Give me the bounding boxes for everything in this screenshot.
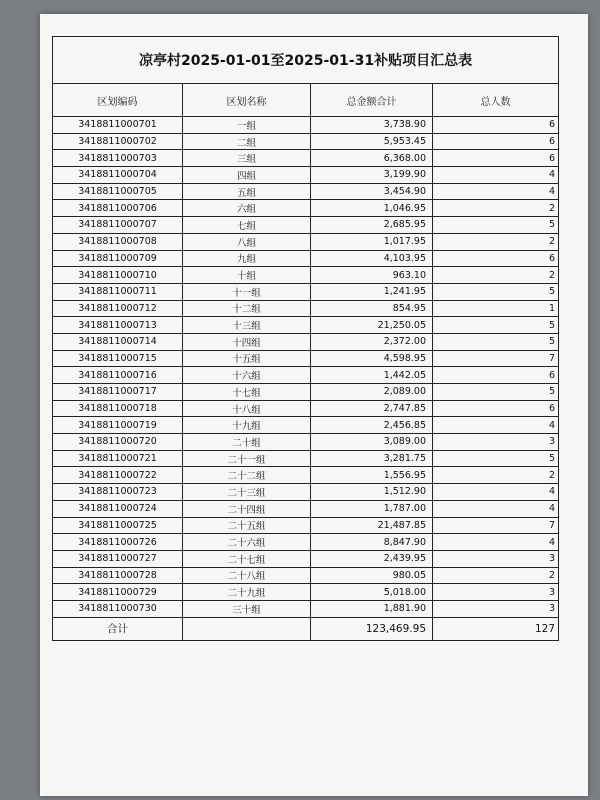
cell-region-code: 3418811000719 <box>53 417 183 434</box>
cell-total-amount: 3,281.75 <box>311 450 433 467</box>
cell-total-people: 4 <box>433 417 559 434</box>
cell-region-name: 十二组 <box>183 300 311 317</box>
cell-region-name: 二十三组 <box>183 484 311 501</box>
table-row <box>53 500 559 517</box>
cell-region-code: 3418811000705 <box>53 183 183 200</box>
table-body <box>53 117 559 618</box>
cell-total-people: 4 <box>433 500 559 517</box>
total-row <box>53 617 559 640</box>
cell-total-amount: 8,847.90 <box>311 534 433 551</box>
cell-region-code: 3418811000717 <box>53 384 183 401</box>
cell-total-amount: 21,487.85 <box>311 517 433 534</box>
cell-total-amount: 6,368.00 <box>311 150 433 167</box>
cell-total-people: 7 <box>433 350 559 367</box>
table-row <box>53 484 559 501</box>
cell-region-code: 3418811000720 <box>53 434 183 451</box>
cell-region-name: 九组 <box>183 250 311 267</box>
cell-total-amount: 1,046.95 <box>311 200 433 217</box>
cell-region-name: 十六组 <box>183 367 311 384</box>
cell-total-amount: 4,103.95 <box>311 250 433 267</box>
cell-region-code: 3418811000704 <box>53 167 183 184</box>
cell-total-amount: 3,454.90 <box>311 183 433 200</box>
cell-total-people: 4 <box>433 183 559 200</box>
cell-region-code: 3418811000727 <box>53 550 183 567</box>
table-row <box>53 333 559 350</box>
cell-total-people: 6 <box>433 133 559 150</box>
cell-total-amount: 2,372.00 <box>311 333 433 350</box>
cell-region-code: 3418811000703 <box>53 150 183 167</box>
table-row <box>53 133 559 150</box>
cell-region-name: 八组 <box>183 233 311 250</box>
cell-region-code: 3418811000713 <box>53 317 183 334</box>
cell-total-amount: 5,018.00 <box>311 584 433 601</box>
cell-region-name: 三十组 <box>183 600 311 617</box>
header-region-name: 区划名称 <box>183 84 311 117</box>
cell-total-amount: 21,250.05 <box>311 317 433 334</box>
cell-total-people: 6 <box>433 117 559 134</box>
total-label: 合计 <box>53 617 183 640</box>
cell-region-name: 二十八组 <box>183 567 311 584</box>
cell-region-name: 二十一组 <box>183 450 311 467</box>
cell-region-code: 3418811000710 <box>53 267 183 284</box>
cell-total-people: 5 <box>433 450 559 467</box>
cell-total-people: 6 <box>433 400 559 417</box>
table-row <box>53 167 559 184</box>
cell-total-amount: 1,017.95 <box>311 233 433 250</box>
cell-region-name: 十五组 <box>183 350 311 367</box>
table-row <box>53 250 559 267</box>
cell-region-name: 十四组 <box>183 333 311 350</box>
cell-region-name: 十三组 <box>183 317 311 334</box>
table-row <box>53 434 559 451</box>
cell-total-people: 3 <box>433 584 559 601</box>
cell-region-code: 3418811000728 <box>53 567 183 584</box>
cell-region-code: 3418811000726 <box>53 534 183 551</box>
table-row <box>53 217 559 234</box>
cell-total-people: 5 <box>433 317 559 334</box>
table-row <box>53 534 559 551</box>
table-row <box>53 350 559 367</box>
cell-total-amount: 2,456.85 <box>311 417 433 434</box>
cell-region-name: 六组 <box>183 200 311 217</box>
cell-region-name: 十组 <box>183 267 311 284</box>
cell-region-code: 3418811000708 <box>53 233 183 250</box>
cell-region-code: 3418811000706 <box>53 200 183 217</box>
table-row <box>53 417 559 434</box>
cell-region-code: 3418811000723 <box>53 484 183 501</box>
table-row <box>53 400 559 417</box>
cell-region-name: 十九组 <box>183 417 311 434</box>
cell-region-code: 3418811000707 <box>53 217 183 234</box>
table-row <box>53 300 559 317</box>
cell-total-amount: 980.05 <box>311 567 433 584</box>
cell-total-people: 6 <box>433 250 559 267</box>
cell-total-amount: 1,881.90 <box>311 600 433 617</box>
cell-region-name: 二十五组 <box>183 517 311 534</box>
cell-total-people: 3 <box>433 600 559 617</box>
cell-total-amount: 5,953.45 <box>311 133 433 150</box>
cell-total-people: 3 <box>433 434 559 451</box>
table-row <box>53 183 559 200</box>
table-row <box>53 567 559 584</box>
cell-region-code: 3418811000729 <box>53 584 183 601</box>
cell-region-name: 十一组 <box>183 283 311 300</box>
table-row <box>53 317 559 334</box>
cell-total-amount: 2,439.95 <box>311 550 433 567</box>
cell-region-name: 二十组 <box>183 434 311 451</box>
cell-region-code: 3418811000702 <box>53 133 183 150</box>
cell-region-name: 二十六组 <box>183 534 311 551</box>
cell-total-people: 5 <box>433 217 559 234</box>
cell-total-amount: 1,442.05 <box>311 367 433 384</box>
table-row <box>53 517 559 534</box>
table-row <box>53 283 559 300</box>
cell-total-amount: 963.10 <box>311 267 433 284</box>
cell-total-people: 6 <box>433 367 559 384</box>
total-empty-cell <box>183 617 311 640</box>
table-row <box>53 467 559 484</box>
paper-sheet <box>40 14 588 796</box>
cell-region-name: 二组 <box>183 133 311 150</box>
cell-region-name: 二十九组 <box>183 584 311 601</box>
cell-total-people: 5 <box>433 283 559 300</box>
cell-region-name: 四组 <box>183 167 311 184</box>
cell-region-code: 3418811000730 <box>53 600 183 617</box>
cell-total-amount: 2,747.85 <box>311 400 433 417</box>
cell-total-amount: 1,241.95 <box>311 283 433 300</box>
table-row <box>53 233 559 250</box>
cell-region-name: 三组 <box>183 150 311 167</box>
cell-total-amount: 3,089.00 <box>311 434 433 451</box>
cell-total-people: 3 <box>433 550 559 567</box>
cell-region-name: 二十四组 <box>183 500 311 517</box>
cell-total-people: 7 <box>433 517 559 534</box>
cell-region-code: 3418811000725 <box>53 517 183 534</box>
cell-region-name: 十七组 <box>183 384 311 401</box>
table-row <box>53 384 559 401</box>
table-row <box>53 117 559 134</box>
cell-region-code: 3418811000714 <box>53 333 183 350</box>
cell-region-code: 3418811000718 <box>53 400 183 417</box>
table-row <box>53 367 559 384</box>
cell-total-amount: 1,787.00 <box>311 500 433 517</box>
cell-total-amount: 3,199.90 <box>311 167 433 184</box>
cell-region-name: 二十二组 <box>183 467 311 484</box>
cell-region-code: 3418811000715 <box>53 350 183 367</box>
table-row <box>53 200 559 217</box>
cell-total-amount: 2,685.95 <box>311 217 433 234</box>
table-row <box>53 450 559 467</box>
cell-region-code: 3418811000722 <box>53 467 183 484</box>
total-count: 127 <box>433 617 559 640</box>
cell-total-people: 4 <box>433 534 559 551</box>
cell-region-name: 十八组 <box>183 400 311 417</box>
header-region-code: 区划编码 <box>53 84 183 117</box>
table-row <box>53 584 559 601</box>
cell-total-people: 2 <box>433 233 559 250</box>
header-total-people: 总人数 <box>433 84 559 117</box>
header-row <box>53 84 559 117</box>
cell-total-people: 4 <box>433 167 559 184</box>
cell-total-amount: 1,556.95 <box>311 467 433 484</box>
cell-total-people: 2 <box>433 567 559 584</box>
cell-region-code: 3418811000712 <box>53 300 183 317</box>
cell-region-name: 一组 <box>183 117 311 134</box>
cell-region-code: 3418811000701 <box>53 117 183 134</box>
cell-total-people: 5 <box>433 333 559 350</box>
summary-table-container <box>52 36 558 641</box>
cell-region-code: 3418811000709 <box>53 250 183 267</box>
cell-region-code: 3418811000711 <box>53 283 183 300</box>
cell-region-name: 五组 <box>183 183 311 200</box>
cell-total-people: 5 <box>433 384 559 401</box>
cell-region-code: 3418811000716 <box>53 367 183 384</box>
cell-total-people: 6 <box>433 150 559 167</box>
cell-total-amount: 2,089.00 <box>311 384 433 401</box>
cell-total-people: 2 <box>433 267 559 284</box>
cell-total-amount: 4,598.95 <box>311 350 433 367</box>
cell-total-amount: 1,512.90 <box>311 484 433 501</box>
cell-total-people: 2 <box>433 467 559 484</box>
header-total-amount: 总金额合计 <box>311 84 433 117</box>
table-row <box>53 550 559 567</box>
cell-region-name: 七组 <box>183 217 311 234</box>
cell-total-amount: 3,738.90 <box>311 117 433 134</box>
cell-region-name: 二十七组 <box>183 550 311 567</box>
cell-region-code: 3418811000724 <box>53 500 183 517</box>
cell-region-code: 3418811000721 <box>53 450 183 467</box>
cell-total-people: 4 <box>433 484 559 501</box>
subsidy-summary-table <box>52 36 559 641</box>
table-row <box>53 267 559 284</box>
table-row <box>53 600 559 617</box>
table-row <box>53 150 559 167</box>
cell-total-amount: 854.95 <box>311 300 433 317</box>
cell-total-people: 1 <box>433 300 559 317</box>
total-amount: 123,469.95 <box>311 617 433 640</box>
cell-total-people: 2 <box>433 200 559 217</box>
table-title: 凉亭村2025-01-01至2025-01-31补贴项目汇总表 <box>53 37 559 84</box>
